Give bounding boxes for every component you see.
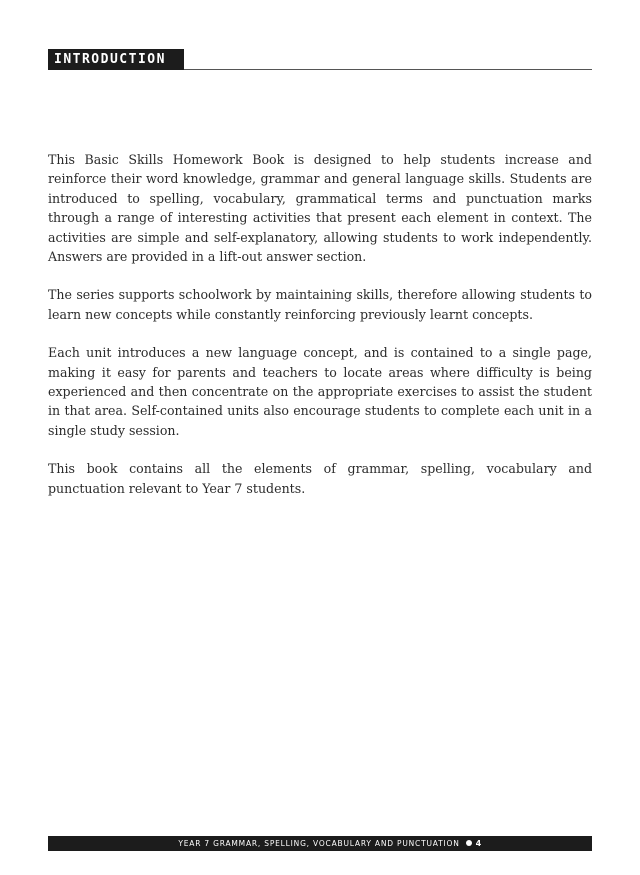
footer-title: YEAR 7 GRAMMAR, SPELLING, VOCABULARY AND PUNCTUATION	[178, 839, 460, 848]
section-title: INTRODUCTION	[48, 49, 184, 70]
introduction-body	[48, 150, 592, 517]
page-header	[48, 49, 592, 71]
paragraph-4: This book contains all the elements of grammar, spelling, vocabulary and punctuation relevant to Year 7 students.	[48, 461, 592, 496]
paragraph-2: The series supports schoolwork by maintaining skills, therefore allowing students to learn new concepts while constantly reinforcing previously learnt concepts.	[48, 287, 592, 322]
bullet-icon	[466, 840, 472, 846]
header-divider	[184, 69, 592, 70]
paragraph-1: This Basic Skills Homework Book is designed to help students increase and reinforce their word knowledge, grammar and general language skills. Students are introduced to spelling, vocabulary, grammatical terms and punctuation marks through a range of interesting activities that present each element in context. The activities are simple and self-explanatory, allowing students to work independently. Answers are provided in a lift-out answer section.	[48, 152, 592, 265]
page-footer	[48, 836, 592, 851]
page-number: 4	[475, 839, 482, 848]
paragraph-3: Each unit introduces a new language concept, and is contained to a single page, making it easy for parents and teachers to locate areas where difficulty is being experienced and then concentrate on the appropriate exercises to assist the student in that area. Self-contained units also encourage students to complete each unit in a single study session.	[48, 345, 592, 438]
